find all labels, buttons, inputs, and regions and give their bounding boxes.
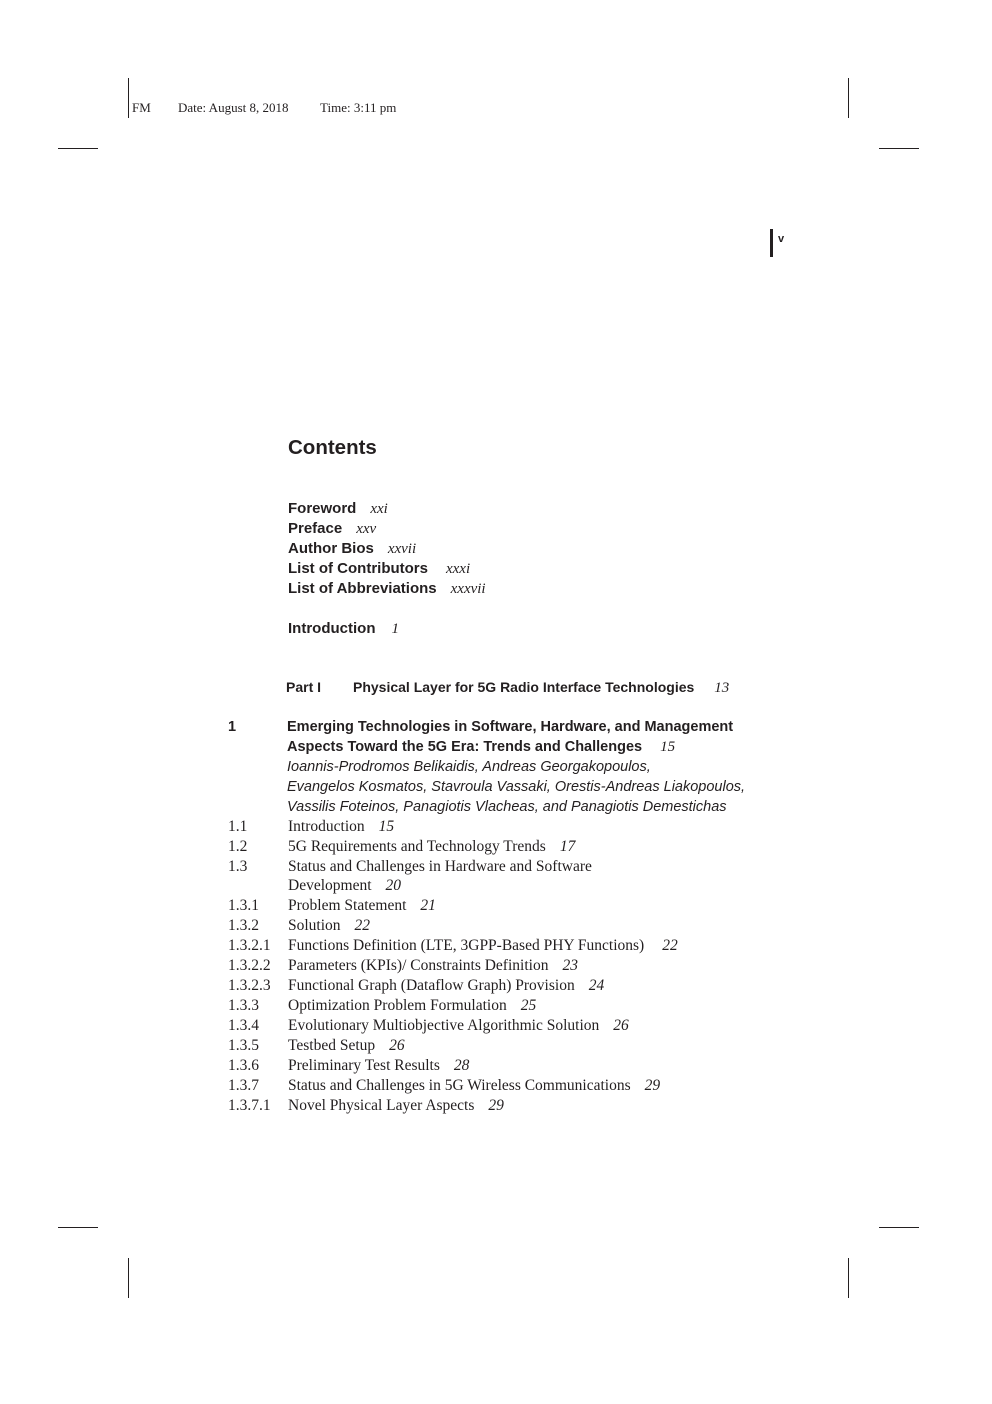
toc-entry-label: Author Bios xyxy=(288,540,374,557)
toc-entry-page: xxxvii xyxy=(450,581,486,597)
section-page: 25 xyxy=(520,997,537,1014)
section-title: Problem Statement xyxy=(288,897,407,914)
section-number: 1.3.7.1 xyxy=(228,1097,271,1114)
section-page: 15 xyxy=(378,818,395,835)
section-entry-continued xyxy=(288,876,401,896)
part-page: 13 xyxy=(714,680,730,696)
section-page: 21 xyxy=(420,897,436,914)
section-page: 29 xyxy=(488,1097,504,1114)
section-entry xyxy=(288,896,436,916)
toc-entry-preface xyxy=(288,519,376,539)
section-title: Introduction xyxy=(288,818,365,835)
section-number: 1.3.6 xyxy=(228,1057,259,1074)
page-number-bar xyxy=(770,229,773,257)
section-title: Novel Physical Layer Aspects xyxy=(288,1097,475,1114)
section-title: Testbed Setup xyxy=(288,1037,376,1054)
section-number: 1.3.1 xyxy=(228,897,259,914)
section-page: 17 xyxy=(559,838,576,855)
chapter-authors-line: Ioannis-Prodromos Belikaidis, Andreas Georgakopoulos, xyxy=(287,759,651,775)
part-title: Physical Layer for 5G Radio Interface Technologies xyxy=(353,679,695,695)
section-entry xyxy=(288,956,578,976)
toc-entry-label: Introduction xyxy=(288,620,376,637)
crop-mark xyxy=(58,1227,98,1228)
crop-mark xyxy=(128,78,129,118)
section-number: 1.3.7 xyxy=(228,1077,259,1094)
page-title: Contents xyxy=(288,436,377,459)
section-page: 29 xyxy=(644,1077,661,1094)
header-code: FM xyxy=(132,100,151,115)
toc-entry-label: Foreword xyxy=(288,500,357,517)
section-entry xyxy=(288,996,536,1016)
chapter-authors-line: Vassilis Foteinos, Panagiotis Vlacheas, and Panagiotis Demestichas xyxy=(287,799,727,815)
crop-mark xyxy=(58,148,98,149)
toc-entry-foreword xyxy=(288,499,388,519)
section-title: Optimization Problem Formulation xyxy=(288,997,507,1014)
section-number: 1.3.2.2 xyxy=(228,957,271,974)
section-number: 1.3.4 xyxy=(228,1017,259,1034)
section-title-continued: Development xyxy=(288,877,372,894)
chapter-title-line1: Emerging Technologies in Software, Hardware, and Management xyxy=(287,719,734,735)
section-entry xyxy=(288,817,394,837)
section-title: 5G Requirements and Technology Trends xyxy=(288,838,546,855)
section-number: 1.3 xyxy=(228,858,248,875)
crop-mark xyxy=(848,1258,849,1298)
toc-entry-page: xxv xyxy=(356,521,377,537)
crop-mark xyxy=(879,1227,919,1228)
section-entry xyxy=(288,936,678,956)
chapter-number: 1 xyxy=(228,719,237,735)
toc-entry-page: xxvii xyxy=(387,541,417,557)
section-title: Functions Definition (LTE, 3GPP-Based PHY Functions) xyxy=(288,937,645,954)
section-number: 1.3.5 xyxy=(228,1037,259,1054)
section-number: 1.3.3 xyxy=(228,997,259,1014)
section-title: Evolutionary Multiobjective Algorithmic Solution xyxy=(288,1017,600,1034)
toc-entry-label: List of Contributors xyxy=(288,560,428,577)
section-page: 24 xyxy=(588,977,605,994)
chapter-title-line2-row xyxy=(287,737,675,757)
section-page: 23 xyxy=(562,957,578,974)
section-title: Preliminary Test Results xyxy=(288,1057,440,1074)
section-entry xyxy=(288,837,575,857)
toc-entry-contributors xyxy=(288,559,470,579)
section-entry xyxy=(288,976,604,996)
section-title: Status and Challenges in 5G Wireless Communications xyxy=(288,1077,631,1094)
section-title: Parameters (KPIs)/ Constraints Definition xyxy=(288,957,549,974)
section-entry xyxy=(288,1036,405,1056)
header-time: Time: 3:11 pm xyxy=(320,100,397,115)
chapter-title-line2: Aspects Toward the 5G Era: Trends and Challenges xyxy=(287,739,643,755)
section-entry xyxy=(288,1096,504,1116)
toc-entry-introduction xyxy=(288,619,399,639)
toc-entry-page: xxxi xyxy=(445,561,471,577)
crop-mark xyxy=(128,1258,129,1298)
chapter-authors-line: Evangelos Kosmatos, Stavroula Vassaki, Orestis-Andreas Liakopoulos, xyxy=(287,779,746,795)
section-entry xyxy=(288,1076,660,1096)
section-page: 28 xyxy=(453,1057,470,1074)
chapter-page: 15 xyxy=(660,739,676,755)
toc-entry-label: Preface xyxy=(288,520,343,537)
section-number: 1.2 xyxy=(228,838,248,855)
section-page: 26 xyxy=(389,1037,405,1054)
crop-mark xyxy=(879,148,919,149)
header-date: Date: August 8, 2018 xyxy=(178,100,289,115)
section-page: 22 xyxy=(354,917,371,934)
section-title: Solution xyxy=(288,917,341,934)
toc-entry-page: 1 xyxy=(391,621,399,637)
part-heading xyxy=(353,677,729,699)
section-number: 1.3.2 xyxy=(228,917,259,934)
section-number: 1.3.2.1 xyxy=(228,937,271,954)
section-number: 1.3.2.3 xyxy=(228,977,271,994)
crop-mark xyxy=(848,78,849,118)
section-page: 20 xyxy=(385,877,402,894)
section-entry xyxy=(288,916,370,936)
toc-entry-page: xxi xyxy=(370,501,388,517)
section-title: Status and Challenges in Hardware and Software xyxy=(288,858,592,875)
page-number: v xyxy=(778,233,785,245)
section-title: Functional Graph (Dataflow Graph) Provision xyxy=(288,977,575,994)
section-entry xyxy=(288,1016,629,1036)
toc-entry-label: List of Abbreviations xyxy=(288,580,437,597)
section-number: 1.1 xyxy=(228,818,248,835)
toc-entry-abbreviations xyxy=(288,579,486,599)
section-page: 22 xyxy=(662,937,678,954)
section-page: 26 xyxy=(613,1017,629,1034)
section-entry xyxy=(288,1056,469,1076)
part-label: Part I xyxy=(286,679,322,695)
toc-entry-author-bios xyxy=(288,539,416,559)
